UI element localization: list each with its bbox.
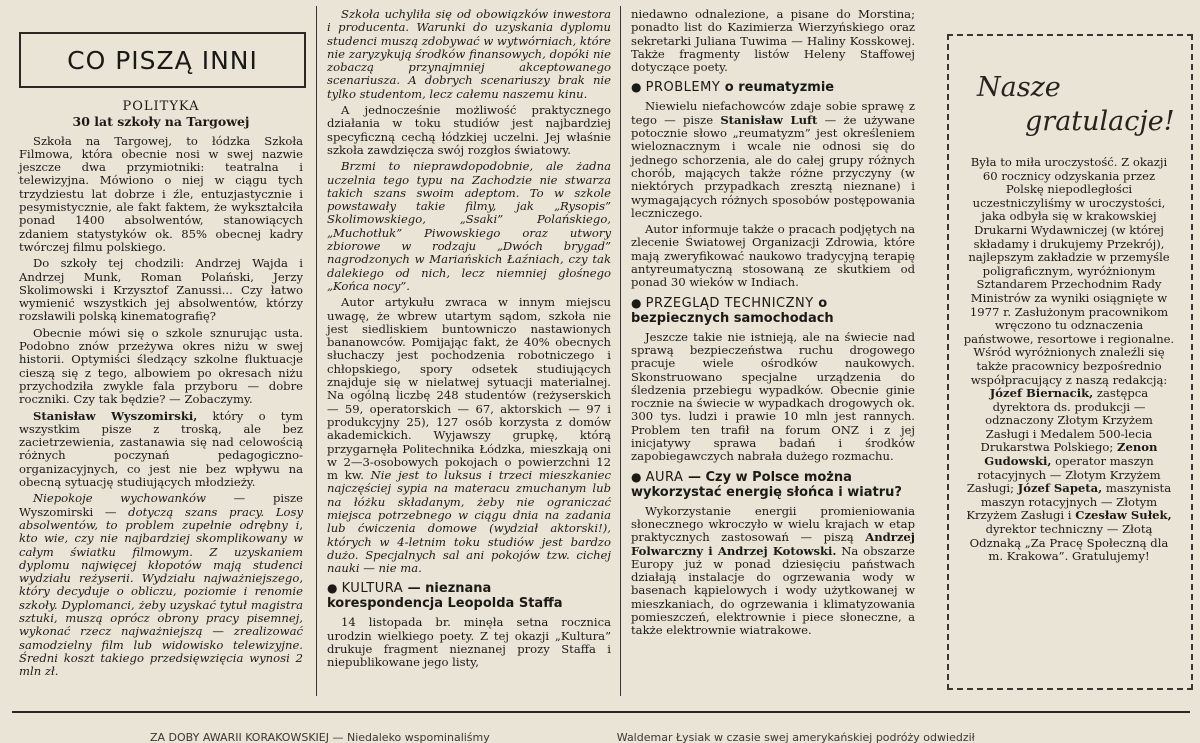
rubric-topic: o bezpiecznych samochodach — [631, 295, 834, 326]
column-middle — [327, 8, 611, 673]
paragraph-text: dyrektor techniczny — Złotą Odznaką „Za Pracę Społeczną dla m. Krakowa”. Gratulujemy! — [969, 522, 1169, 564]
column-divider — [316, 6, 317, 696]
author-name: Andrzej Folwarczny i Andrzej Kotowski. — [631, 530, 915, 558]
paragraph — [19, 410, 303, 490]
section-heading: POLITYKA — [122, 99, 200, 114]
rubric-przeglad — [631, 296, 915, 326]
paragraph-text: Na obszarze Europy już w ponad dziesięciu państwach działają instalacje do ogrzewania wody w basenach kąpielowych i wody użytkowanej w mieszkaniach, do ogrzewania i klimatyzowania pomieszczeń, elektrownie i piece słoneczne, a także elektrownie wiatrakowe. — [631, 543, 916, 638]
paragraph: 14 listopada br. minęła setna rocznica urodzin wielkiego poety. Z tej okazji „Kultura” drukuje fragment nieznanej prozy Staffa i niepublikowane jego listy, — [327, 615, 611, 670]
rubric-source: PROBLEMY — [645, 80, 721, 96]
rubric-source: PRZEGLĄD TECHNICZNY — [645, 295, 814, 311]
bullet-icon: ● — [327, 581, 338, 596]
paragraph: Szkoła uchyliła się od obowiązków inwestora i producenta. Warunki do uzyskania dyplomu studenci muszą zdobywać w wytwórniach, które nie zaryzykują środków finansowych, dopóki nie zobaczą przynajmniej akceptowanego scenariusza. A dobrych scenariuszy brak nie tylko studentom, lecz całemu naszemu kinu. — [327, 7, 611, 101]
paragraph — [19, 492, 303, 678]
article-title: 30 lat szkoły na Targowej — [72, 114, 250, 130]
paragraph: niedawno odnalezione, a pisane do Morstina; ponadto list do Kazimierza Wierzyńskiego oraz sekretarki Juliana Tuwima — Haliny Kosskowej. Także fragmenty listów Heleny Staffowej dotyczące poety. — [631, 7, 915, 75]
author-name: Stanisław Wyszomirski, — [33, 408, 198, 423]
quote-text: Niepokoje wychowanków — [33, 491, 206, 506]
paragraph: Szkoła na Targowej, to łódzka Szkoła Filmowa, która obecnie nosi w swej nazwie jeszcze dwa przymiotniki: teatralna i telewizyjna. Mówiono o niej w ciągu tych trzydziestu lat dobrze i źle, entuzjastycznie i pesymistycznie, ale fakt faktem, że wykształciła ponad 1400 absolwentów, stanowiących zdaniem statystyków ok. 85% obecnej kadry twórczej filmu polskiego. — [19, 133, 303, 254]
paragraph: Do szkoły tej chodzili: Andrzej Wajda i Andrzej Munk, Roman Polański, Jerzy Skolimowski i Krzysztof Zanussi... Czy łatwo wymienić wszystkich jej absolwentów, którzy rozsławili polską kinematografię? — [19, 256, 303, 324]
bullet-icon: ● — [631, 295, 642, 310]
person-name: Józef Sapeta, — [1017, 481, 1103, 496]
page-rule — [12, 711, 1190, 713]
box-title — [975, 72, 1175, 142]
box-title-line: Nasze — [977, 72, 1061, 103]
paragraph-text: maszynista maszyn rotacyjnych — Złotym Krzyżem Zasługi i — [966, 481, 1172, 523]
bullet-icon: ● — [631, 80, 642, 95]
column-right — [631, 8, 915, 641]
bullet-icon: ● — [631, 469, 642, 484]
box-text — [963, 156, 1175, 564]
column-politics — [19, 96, 303, 681]
paragraph-text: Autor artykułu zwraca w innym miejscu uwagę, że wbrew utartym sądom, szkoła nie jest siedliskiem buntowniczo nastawionych bananowców. Pomijając fakt, że 40% obecnych słuchaczy jest pochodzenia robotniczego i chłopskiego, spory odsetek studiujących znajduje się w nielatwej sytuacji materialnej. Na ogólną liczbę 248 studentów (reżyserskich — 59, operatorskich — 67, aktorskich — 97 i produkcyjny 25), 127 osób korzysta z domów akademickich. Wyjawszy grupkę, którą przygarnęła Politechnika Łódzka, mieszkają oni w 2—3-osobowych pokojach o powierzchni 12 m kw. — [327, 295, 611, 483]
rubric-topic: — nieznana korespondencja Leopolda Staffa — [327, 581, 563, 612]
masthead: CO PISZĄ INNI — [19, 32, 306, 88]
cut-off-text: Waldemar Łysiak w czasie swej amerykańskiej podróży odwiedził — [616, 732, 975, 743]
paragraph: Autor informuje także o pracach podjętych na zlecenie Światowej Organizacji Zdrowia, które mają zweryfikować naukowo tradycyjną terapię antyreumatyczną stosowaną ze skutkiem od ponad 30 wieków w Indiach. — [631, 222, 915, 290]
cut-off-text: ZA DOBY AWARII KORAKOWSKIEJ — Niedaleko wspominaliśmy — [150, 732, 490, 743]
paragraph-text: Wykorzystanie energii promieniowania słonecznego wkroczyło w wielu krajach w etap praktycznych zastosowań — piszą — [631, 503, 915, 545]
paragraph-text: Była to miła uroczystość. Z okazji 60 rocznicy odzyskania przez Polskę niepodległości uczestniczyliśmy w uroczystości, jaka odbyła się w krakowskiej Drukarni Wydawniczej (w której składamy i drukujemy Przekrój), najlepszym zakładzie w przemyśle poligraficznym, wyróżnionym Sztandarem Przechodnim Rady Ministrów za wyniki osiągnięte w 1977 r. Zasłużonym pracownikom wręczono tu odznaczenia państwowe, resortowe i regionalne. Wśród wyróżnionych znaleźli się także pracownicy bezpośrednio współpracujący z naszą redakcją: — [963, 155, 1175, 387]
quote-text: dotyczą szans pracy. Losy absolwentów, to problem zupełnie odrębny i, kto wie, czy nie najbardziej skomplikowany w całym światku filmowym. Z uzyskaniem dyplomu najwięcej kłopotów mają studenci wydziału reżyserii. Wydziału najważniejszego, który decyduje o obliczu, poziomie i renomie szkoły. Dyplomanci, żeby uzyskać tytuł magistra sztuki, muszą oprócz obrony pracy pisemnej, wykonać rzecz najważniejszą — zrealizować samodzielny film lub widowisko telewizyjne. Średni koszt takiego przedsięwzięcia wynosi 2 mln zł. — [19, 504, 304, 679]
rubric-problemy — [631, 80, 915, 95]
rubric-source: AURA — [645, 469, 684, 485]
paragraph: A jednocześnie możliwość praktycznego działania w toku studiów jest najbardziej specyficzną cechą łódzkiej uczelni. Jej właśnie szkoła zawdzięcza swój rozgłos światowy. — [327, 103, 611, 157]
person-name: Józef Biernacik, — [989, 386, 1094, 401]
paragraph-text: który o tym wszystkim pisze z troską, ale bez zacietrzewienia, zastanawia się nad celowością różnych poczynań pedagogiczno-organizacyjnych, co jest nie bez wpływu na obecną sytuację studiujących młodzieży. — [19, 408, 304, 490]
rubric-aura — [631, 470, 915, 500]
paragraph — [631, 505, 915, 638]
column-divider — [620, 6, 621, 696]
rubric-source: KULTURA — [341, 581, 404, 597]
author-name: Stanisław Luft — [720, 112, 818, 127]
paragraph: Jeszcze takie nie istnieją, ale na świecie nad sprawą bezpieczeństwa ruchu drogowego pracuje wiele ośrodków naukowych. Skonstruowano specjalne urządzenia do śledzenia przebiegu wypadków. Obecnie ginie rocznie na świecie w wypadkach drogowych ok. 300 tys. ludzi i prawie 10 mln jest rannych. Problem ten trafił na forum ONZ i z jej inicjatywy sprawa badań i środków zapobiegawczych nabrała dużego rozmachu. — [631, 329, 915, 464]
rubric-topic: — Czy w Polsce można wykorzystać energię słońca i wiatru? — [631, 469, 902, 500]
person-name: Zenon Gudowski, — [984, 440, 1158, 469]
paragraph: Brzmi to nieprawdopodobnie, ale żadna uczelnia tego typu na Zachodzie nie stwarza takich szans swoim adeptom. To w szkole powstawały takie filmy, jak „Rysopis” Skolimowskiego, „Ssaki” Polańskiego, „Muchotłuk” Piwowskiego oraz utwory zbiorowe w rodzaju „Dwóch brygad” nagrodzonych w Mariańskich Łaźniach, czy tak dalekiego od nich, lecz niemniej głośnego „Końca nocy”. — [327, 159, 611, 293]
paragraph-text: — pisze Wyszomirski — — [19, 491, 303, 519]
paragraph-text: — że używane potocznie słowo „reumatyzm” jest określeniem wieloznacznym i wcale nie odnosi się do jednego schorzenia, ale do całej grupy różnych chorób, mających także różne przyczyny (w niektórych przypadkach zresztą nieznane) i wymagających różnych sposobów postępowania leczniczego. — [631, 112, 915, 220]
paragraph — [963, 156, 1175, 564]
paragraph — [631, 100, 915, 220]
paragraph-text: zastępca dyrektora ds. produkcji — odznaczony Złotym Krzyżem Zasługi i Medalem 500-lecia Drukarstwa Polskiego; — [980, 386, 1153, 455]
rubric-topic: o reumatyzmie — [720, 80, 835, 96]
rubric-kultura — [327, 581, 611, 611]
next-row-strip — [150, 732, 1190, 743]
paragraph-text: operator maszyn rotacyjnych — Złotym Krzyżem Zasługi; — [966, 454, 1161, 496]
box-title-line: gratulacje! — [1025, 106, 1175, 137]
quote-text: Nie jest to luksus i trzeci mieszkaniec najczęściej sypia na materacu zmuchanym lub na łóżku składanym, żeby nie ograniczać miejsca potrzebnego w ciągu dnia na zadania lub ćwiczenia domowe (wydział aktorski!), których w 4-letnim toku studiów jest bardzo dużo. Specjalnych sal ani pokojów tzw. cichej nauki — nie ma. — [327, 468, 612, 576]
paragraph: Obecnie mówi się o szkole sznurując usta. Podobno znów przeżywa okres niżu w swej historii. Optymiści śledzący szkolne fluktuacje cieszą się z tego, albowiem po okresach niżu przychodziła zwykle fala przyboru — dobre roczniki. Czy tak będzie? — Zobaczymy. — [19, 325, 303, 407]
paragraph — [327, 296, 611, 575]
person-name: Czesław Sułek, — [1075, 508, 1172, 523]
paragraph-text: Niewielu niefachowców zdaje sobie sprawę z tego — pisze — [631, 99, 915, 127]
